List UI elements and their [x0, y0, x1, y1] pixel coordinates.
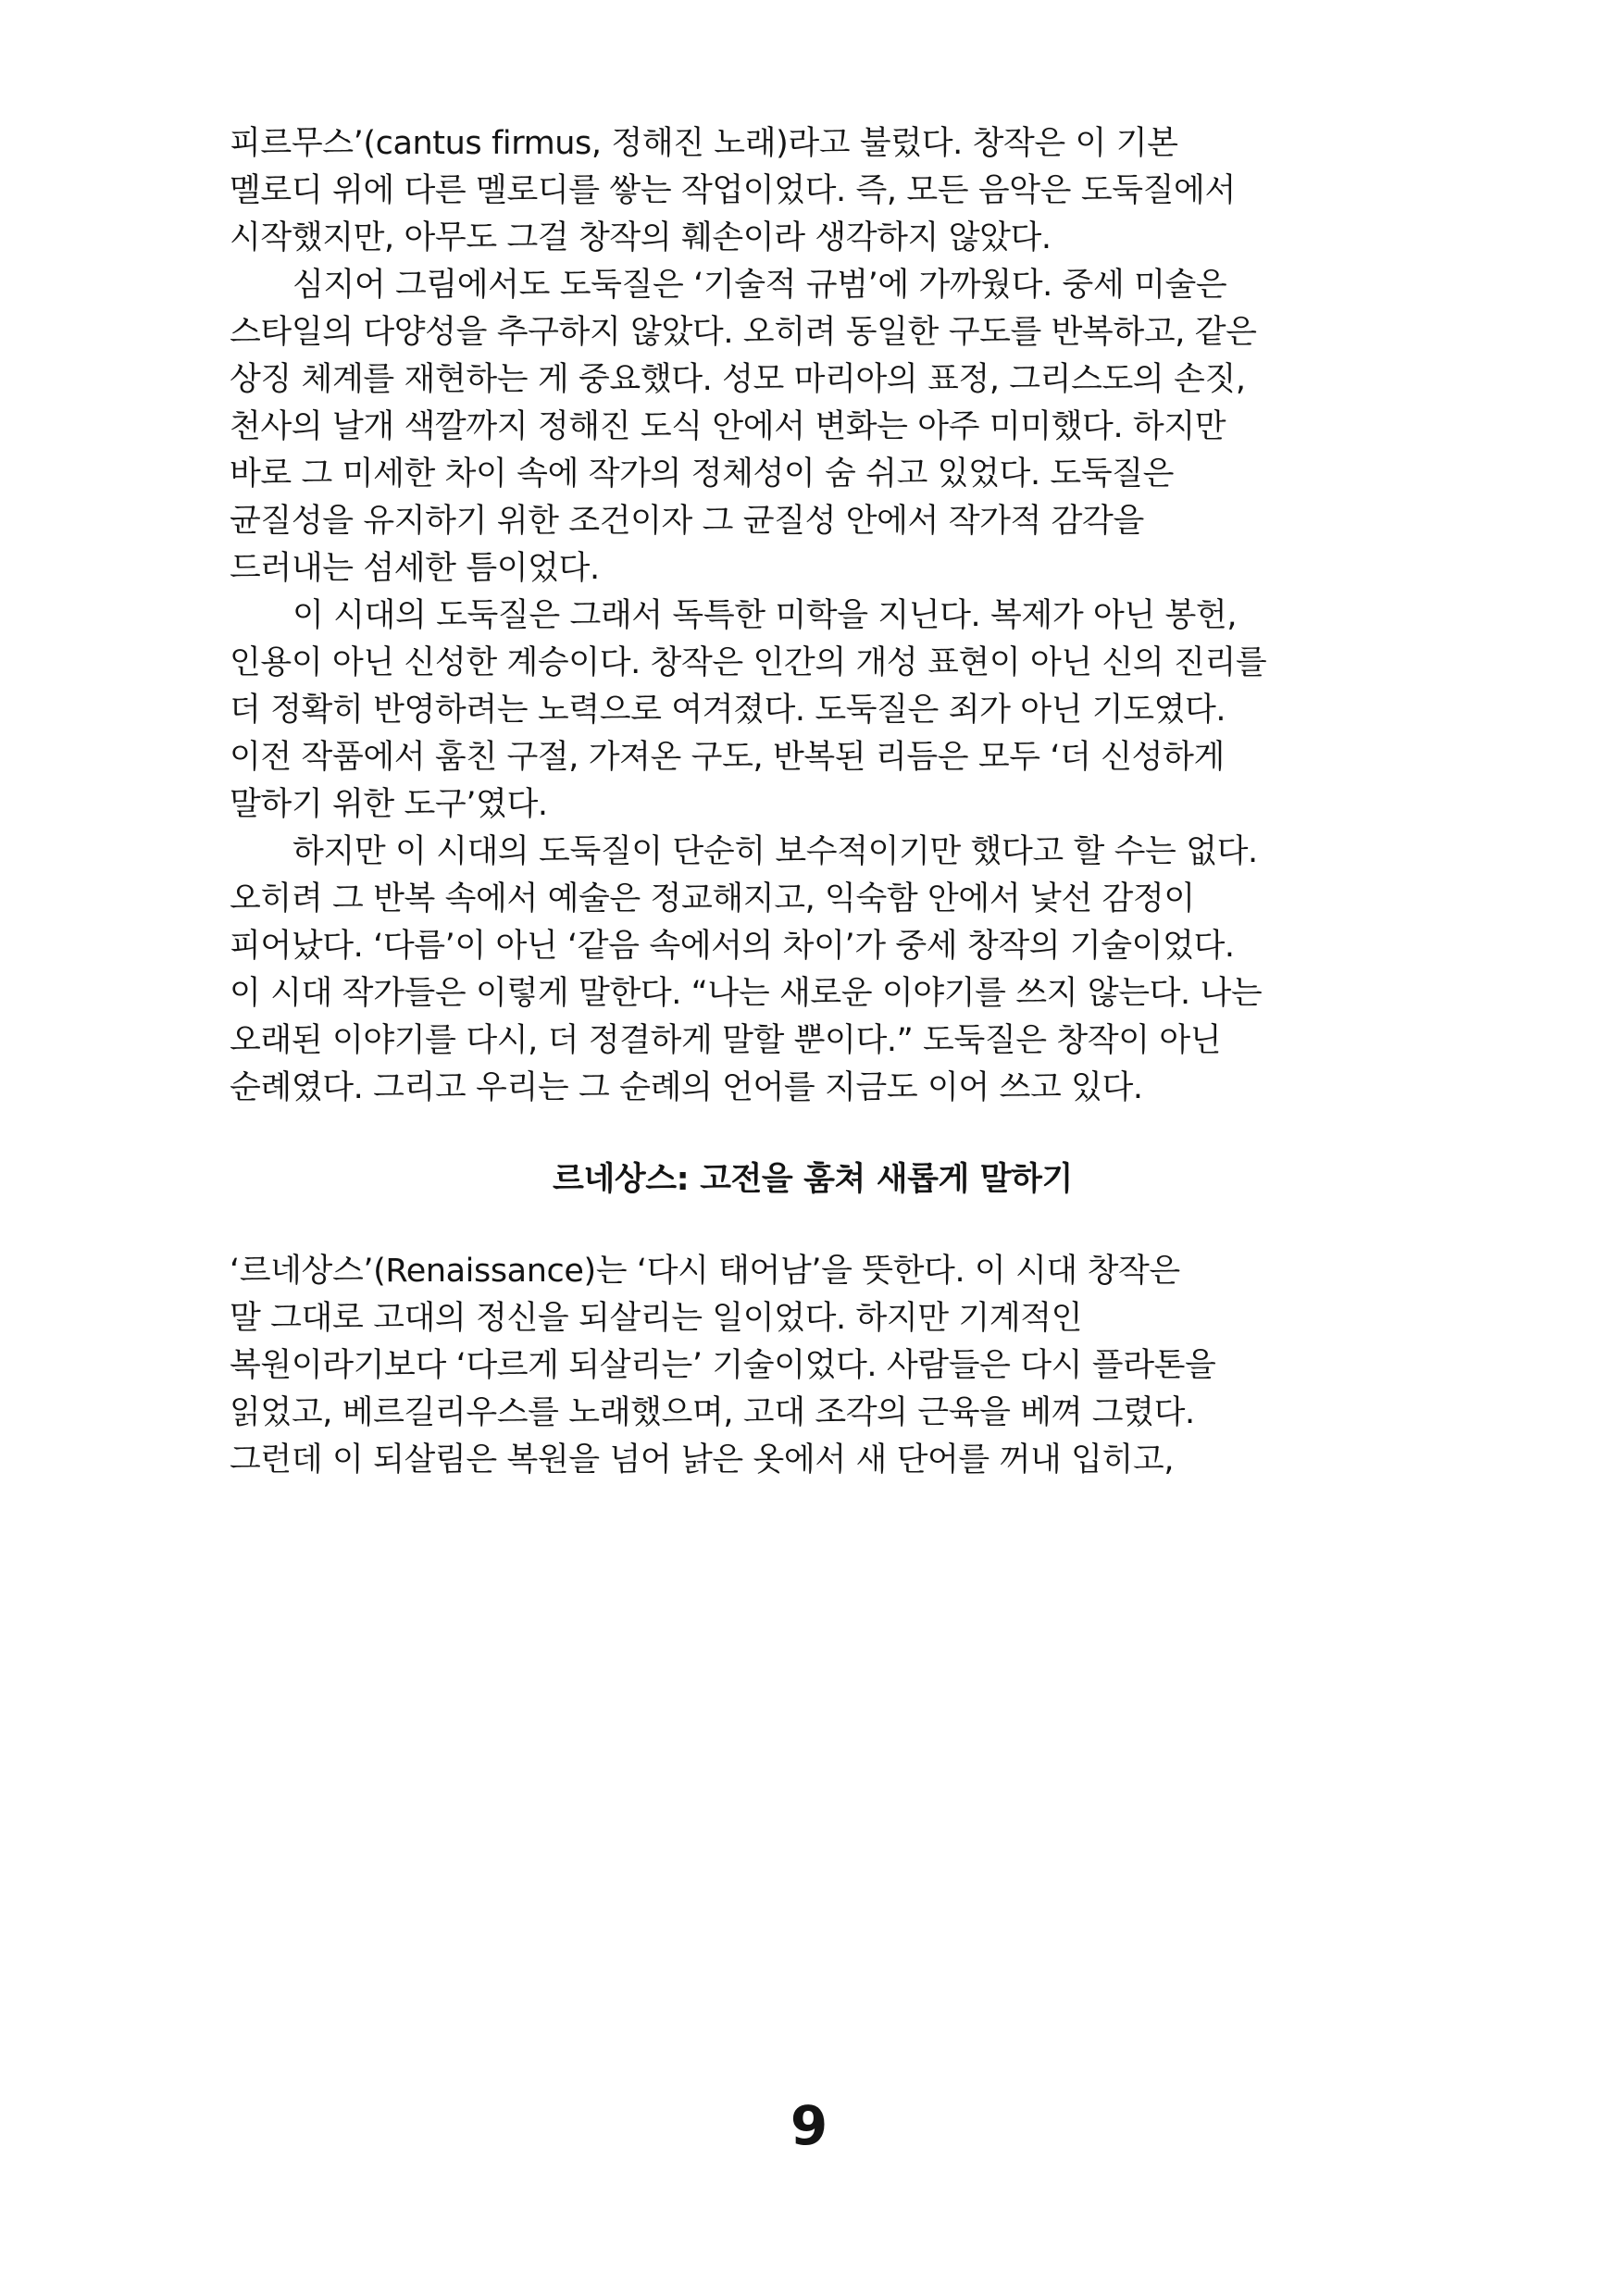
- text-line: 이전 작품에서 훔친 구절, 가져온 구도, 반복된 리듬은 모두 ‘더 신성하게: [230, 739, 1225, 776]
- page-number: 9: [790, 2094, 828, 2157]
- text-line: 천사의 날개 색깔까지 정해진 도식 안에서 변화는 아주 미미했다. 하지만: [230, 408, 1226, 445]
- text-line: 말 그대로 고대의 정신을 되살리는 일이었다. 하지만 기계적인: [230, 1300, 1083, 1337]
- text-line: 스타일의 다양성을 추구하지 않았다. 오히려 동일한 구도를 반복하고, 같은: [230, 314, 1257, 351]
- text-line: 하지만 이 시대의 도둑질이 단순히 보수적이기만 했다고 할 수는 없다.: [292, 833, 1258, 870]
- paragraph-block-medieval: [230, 120, 1396, 1112]
- text-line: 바로 그 미세한 차이 속에 작가의 정체성이 숨 쉬고 있었다. 도둑질은: [230, 455, 1175, 493]
- text-line: 균질성을 유지하기 위한 조건이자 그 균질성 안에서 작가적 감각을: [230, 503, 1144, 540]
- text-line: 시작했지만, 아무도 그걸 창작의 훼손이라 생각하지 않았다.: [230, 219, 1052, 256]
- text-line: ‘르네상스’(Renaissance)는 ‘다시 태어남’을 뜻한다. 이 시대 창작은: [230, 1253, 1180, 1290]
- text-line: 상징 체계를 재현하는 게 중요했다. 성모 마리아의 표정, 그리스도의 손짓,: [230, 361, 1246, 398]
- paragraph-block-renaissance: [230, 1248, 1396, 1484]
- text-line: 인용이 아닌 신성한 계승이다. 창작은 인간의 개성 표현이 아닌 신의 진리를: [230, 644, 1267, 681]
- text-line: 순례였다. 그리고 우리는 그 순례의 언어를 지금도 이어 쓰고 있다.: [230, 1069, 1143, 1106]
- text-line: 피르무스’(cantus firmus, 정해진 노래)라고 불렀다. 창작은 이 기본: [230, 125, 1178, 162]
- section-heading: 르네상스: 고전을 훔쳐 새롭게 말하기: [553, 1161, 1073, 1198]
- text-line: 읽었고, 베르길리우스를 노래했으며, 고대 조각의 근육을 베껴 그렸다.: [230, 1394, 1195, 1431]
- text-line: 심지어 그림에서도 도둑질은 ‘기술적 규범’에 가까웠다. 중세 미술은: [292, 267, 1227, 304]
- body-text: [230, 120, 1396, 1484]
- text-line: 더 정확히 반영하려는 노력으로 여겨졌다. 도둑질은 죄가 아닌 기도였다.: [230, 692, 1226, 729]
- text-line: 멜로디 위에 다른 멜로디를 쌓는 작업이었다. 즉, 모든 음악은 도둑질에서: [230, 172, 1236, 209]
- text-line: 피어났다. ‘다름’이 아닌 ‘같음 속에서의 차이’가 중세 창작의 기술이었다.: [230, 928, 1235, 965]
- text-line: 오래된 이야기를 다시, 더 정결하게 말할 뿐이다.” 도둑질은 창작이 아닌: [230, 1022, 1222, 1059]
- text-line: 그런데 이 되살림은 복원을 넘어 낡은 옷에서 새 단어를 꺼내 입히고,: [230, 1441, 1175, 1479]
- spacer: [230, 1112, 1396, 1156]
- text-line: 오히려 그 반복 속에서 예술은 정교해지고, 익숙함 안에서 낯선 감정이: [230, 880, 1195, 917]
- text-line: 말하기 위한 도구’였다.: [230, 786, 548, 823]
- text-line: 복원이라기보다 ‘다르게 되살리는’ 기술이었다. 사람들은 다시 플라톤을: [230, 1347, 1216, 1384]
- text-line: 이 시대의 도둑질은 그래서 독특한 미학을 지닌다. 복제가 아닌 봉헌,: [292, 597, 1238, 634]
- spacer: [230, 1204, 1396, 1248]
- text-line: 드러내는 섬세한 틈이었다.: [230, 550, 600, 587]
- text-line: 이 시대 작가들은 이렇게 말한다. “나는 새로운 이야기를 쓰지 않는다. 나는: [230, 975, 1263, 1012]
